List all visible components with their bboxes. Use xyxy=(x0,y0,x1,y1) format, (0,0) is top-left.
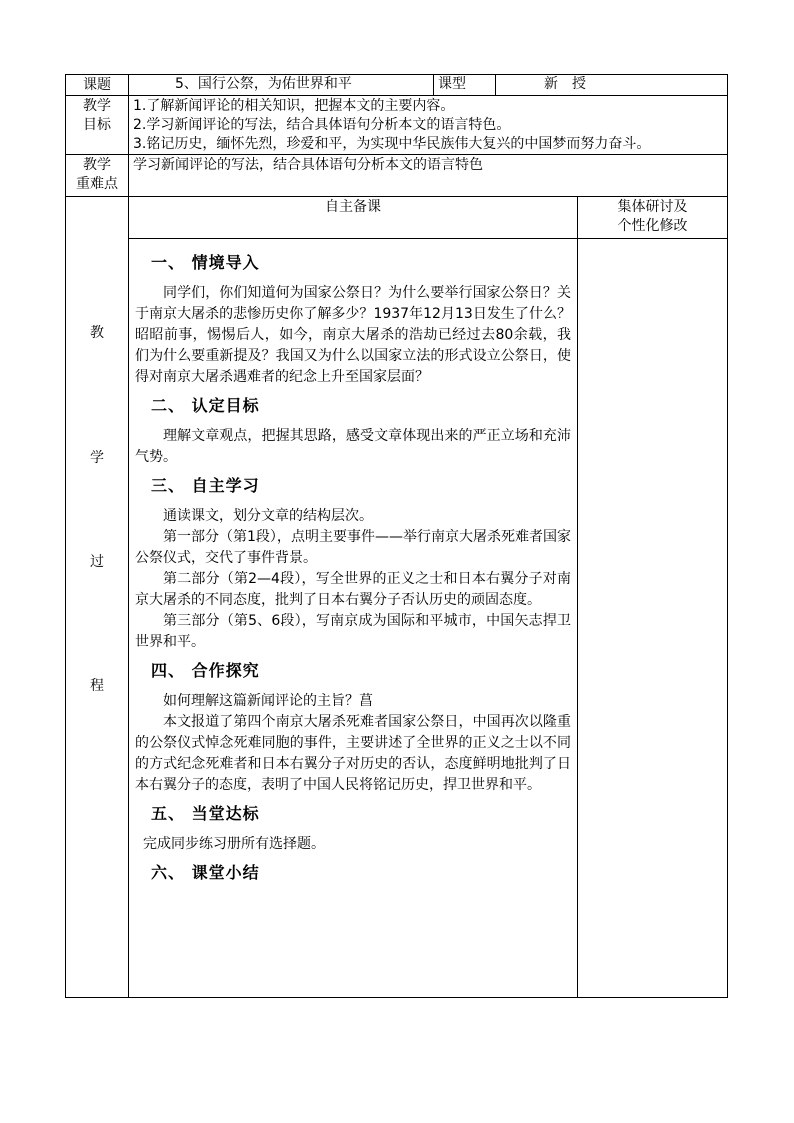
section-paragraph: 理解文章观点，把握其思路，感受文章体现出来的严正立场和充沛气势。 xyxy=(135,428,571,465)
main-content xyxy=(129,239,578,998)
type-value: 新 授 xyxy=(496,75,728,96)
main-column-header: 自主备课 xyxy=(129,197,578,239)
section-paragraph: 第三部分（第5、6段），写南京成为国际和平城市，中国矢志捍卫世界和平。 xyxy=(135,613,571,650)
objective-item: 2.学习新闻评论的写法，结合具体语句分析本文的语言特色。 xyxy=(133,117,511,133)
difficulty-label: 教学 重难点 xyxy=(66,155,129,197)
side-column-header: 集体研讨及 个性化修改 xyxy=(578,197,728,239)
objective-item: 1.了解新闻评论的相关知识，把握本文的主要内容。 xyxy=(133,98,455,114)
process-header-row xyxy=(66,197,728,239)
section-title: 一、 情境导入 xyxy=(151,253,260,272)
type-label: 课型 xyxy=(434,75,496,96)
objectives-list xyxy=(129,96,728,155)
difficulty-text: 学习新闻评论的写法，结合具体语句分析本文的语言特色 xyxy=(129,155,728,197)
section-paragraph: 本文报道了第四个南京大屠杀死难者国家公祭日，中国再次以隆重的公祭仪式悼念死难同胞的事件，主要讲述了全世界的正义之士以不同的方式纪念死难者和日本右翼分子对历史的否认，态度鲜明地批判了日本右翼分子的态度，表明了中国人民将铭记历史，捍卫世界和平。 xyxy=(135,714,571,793)
process-body-row xyxy=(66,239,728,998)
section-paragraph: 如何理解这篇新闻评论的主旨？菖 xyxy=(163,693,373,709)
section-paragraph: 完成同步练习册所有选择题。 xyxy=(143,836,325,852)
vertical-char: 过 xyxy=(90,554,104,570)
lesson-plan-table xyxy=(65,74,728,998)
section-paragraph: 第一部分（第1段），点明主要事件——举行南京大屠杀死难者国家公祭仪式，交代了事件背景。 xyxy=(135,529,571,566)
section-paragraph: 第二部分（第2—4段），写全世界的正义之士和日本右翼分子对南京大屠杀的不同态度，批判了日本右翼分子否认历史的顽固态度。 xyxy=(135,571,571,608)
topic-label: 课题 xyxy=(66,75,129,96)
vertical-char: 学 xyxy=(90,450,104,466)
section-title: 三、 自主学习 xyxy=(151,476,260,495)
section-paragraph: 通读课文，划分文章的结构层次。 xyxy=(163,508,373,524)
side-notes-cell xyxy=(578,239,728,998)
difficulty-row xyxy=(66,155,728,197)
topic-value: 5、国行公祭，为佑世界和平 xyxy=(129,75,434,96)
objective-item: 3.铭记历史，缅怀先烈，珍爱和平，为实现中华民族伟大复兴的中国梦而努力奋斗。 xyxy=(133,136,651,152)
process-vertical-label xyxy=(66,197,129,998)
vertical-char: 教 xyxy=(90,325,104,341)
section-title: 四、 合作探究 xyxy=(151,661,260,680)
objectives-label: 教学 目标 xyxy=(66,96,129,155)
objectives-row xyxy=(66,96,728,155)
section-title: 二、 认定目标 xyxy=(151,396,260,415)
section-paragraph: 同学们，你们知道何为国家公祭日？为什么要举行国家公祭日？关于南京大屠杀的悲惨历史你了解多少？1937年12月13日发生了什么？昭昭前事，惕惕后人，如今，南京大屠杀的浩劫已经过去80余载，我们为什么要重新提及？我国又为什么以国家立法的形式设立公祭日，使得对南京大屠杀遇难者的纪念上升至国家层面？ xyxy=(135,285,571,385)
header-row xyxy=(66,75,728,96)
vertical-char: 程 xyxy=(90,678,104,694)
section-title: 五、 当堂达标 xyxy=(151,804,260,823)
section-title: 六、 课堂小结 xyxy=(151,863,260,882)
